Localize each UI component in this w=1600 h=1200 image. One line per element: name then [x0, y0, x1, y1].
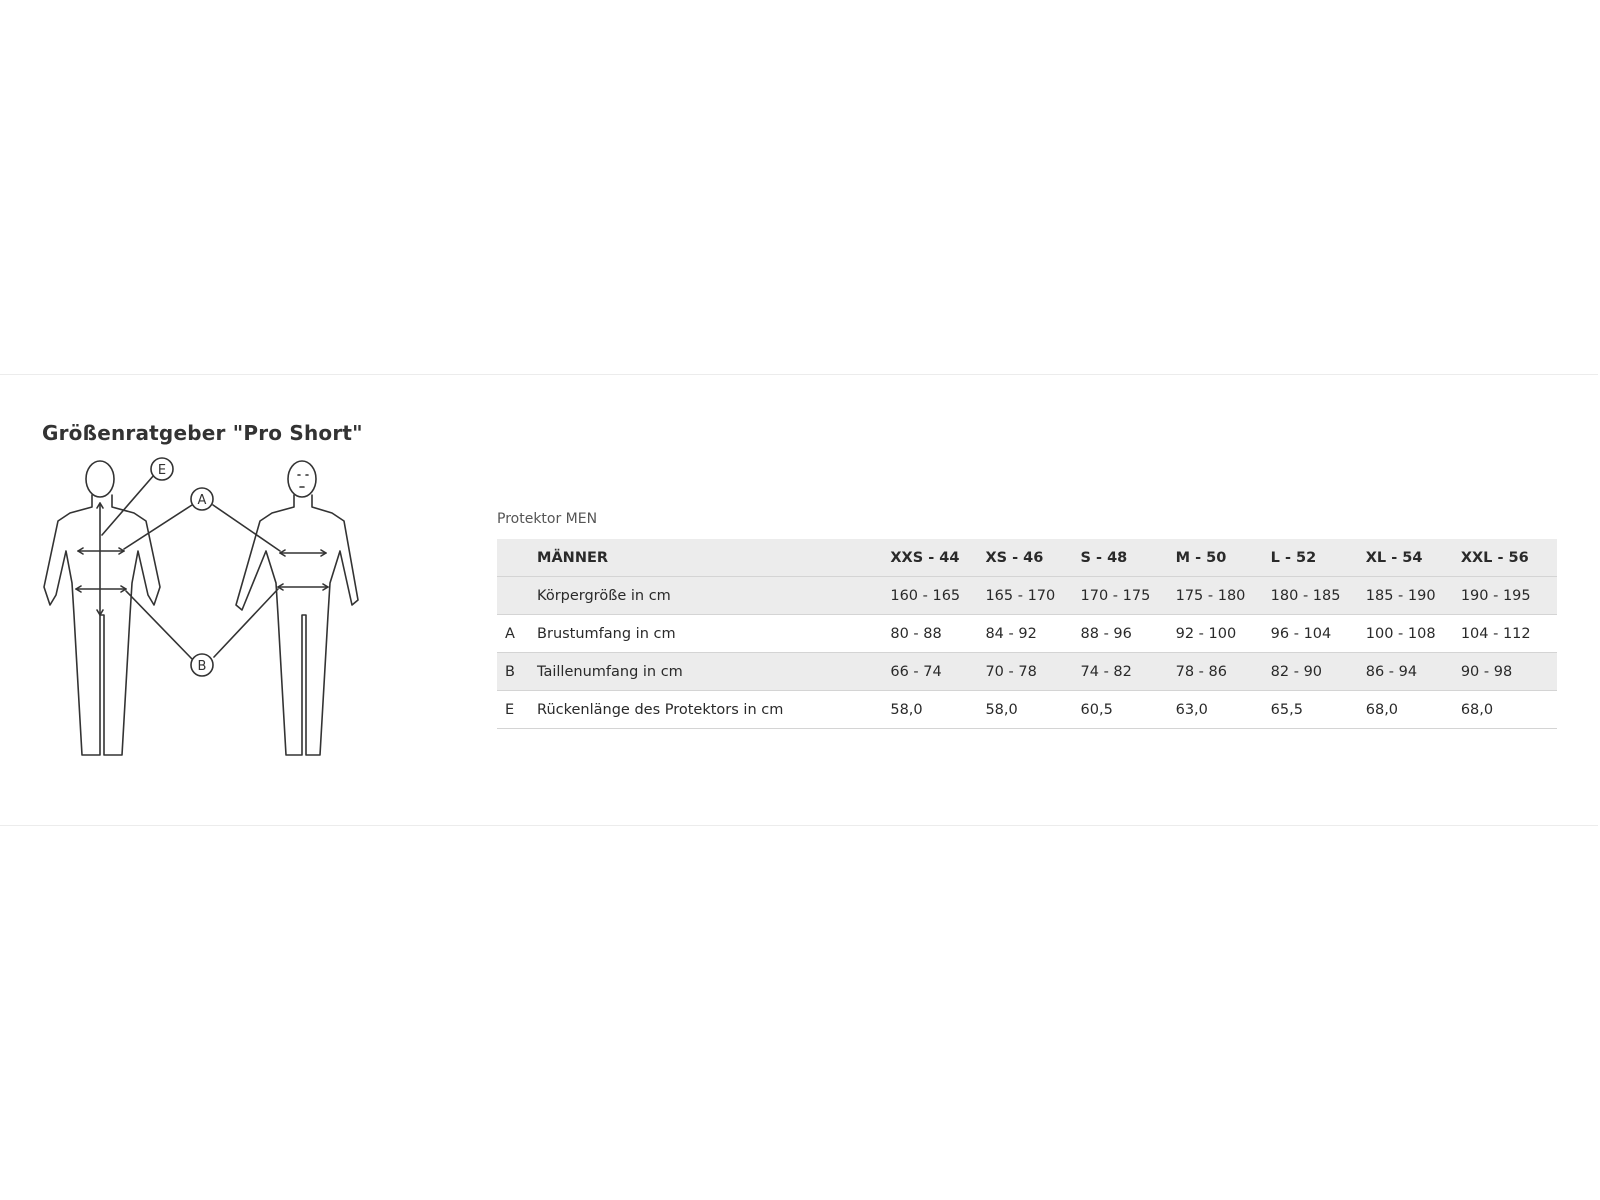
table-row [497, 577, 1557, 615]
marker-b-label: B [197, 659, 207, 674]
row-value: 74 - 82 [1081, 653, 1176, 691]
row-value: 90 - 98 [1461, 653, 1557, 691]
row-letter: B [497, 653, 537, 691]
row-label: Körpergröße in cm [537, 577, 890, 615]
row-value: 185 - 190 [1366, 577, 1461, 615]
row-value: 58,0 [890, 691, 985, 729]
row-letter [497, 577, 537, 615]
row-letter: A [497, 615, 537, 653]
row-value: 86 - 94 [1366, 653, 1461, 691]
row-value: 92 - 100 [1176, 615, 1271, 653]
header-size: L - 52 [1271, 539, 1366, 577]
row-value: 160 - 165 [890, 577, 985, 615]
row-value: 82 - 90 [1271, 653, 1366, 691]
header-size: XL - 54 [1366, 539, 1461, 577]
row-label: Rückenlänge des Protektors in cm [537, 691, 890, 729]
table-row [497, 691, 1557, 729]
row-value: 165 - 170 [985, 577, 1080, 615]
row-value: 78 - 86 [1176, 653, 1271, 691]
row-value: 70 - 78 [985, 653, 1080, 691]
header-size: XXL - 56 [1461, 539, 1557, 577]
row-value: 68,0 [1366, 691, 1461, 729]
header-size: XXS - 44 [890, 539, 985, 577]
row-value: 175 - 180 [1176, 577, 1271, 615]
row-value: 58,0 [985, 691, 1080, 729]
header-size: XS - 46 [985, 539, 1080, 577]
row-value: 65,5 [1271, 691, 1366, 729]
row-value: 60,5 [1081, 691, 1176, 729]
row-value: 96 - 104 [1271, 615, 1366, 653]
header-label: MÄNNER [537, 539, 890, 577]
row-value: 68,0 [1461, 691, 1557, 729]
row-value: 84 - 92 [985, 615, 1080, 653]
table-caption: Protektor MEN [497, 511, 598, 527]
table-header-row [497, 539, 1557, 577]
row-label: Taillenumfang in cm [537, 653, 890, 691]
header-letter-cell [497, 539, 537, 577]
row-value: 180 - 185 [1271, 577, 1366, 615]
row-value: 170 - 175 [1081, 577, 1176, 615]
header-size: M - 50 [1176, 539, 1271, 577]
page-title: Größenratgeber "Pro Short" [42, 421, 363, 445]
header-size: S - 48 [1081, 539, 1176, 577]
size-guide-panel [0, 374, 1598, 826]
body-measurement-diagram [30, 455, 370, 775]
front-view-figure [236, 461, 358, 755]
table-row [497, 653, 1557, 691]
size-table [497, 539, 1557, 729]
row-value: 88 - 96 [1081, 615, 1176, 653]
table-row [497, 615, 1557, 653]
row-letter: E [497, 691, 537, 729]
row-value: 63,0 [1176, 691, 1271, 729]
row-value: 104 - 112 [1461, 615, 1557, 653]
row-label: Brustumfang in cm [537, 615, 890, 653]
row-value: 80 - 88 [890, 615, 985, 653]
row-value: 190 - 195 [1461, 577, 1557, 615]
row-value: 66 - 74 [890, 653, 985, 691]
marker-e-label: E [157, 463, 167, 478]
marker-a-label: A [197, 493, 207, 508]
row-value: 100 - 108 [1366, 615, 1461, 653]
